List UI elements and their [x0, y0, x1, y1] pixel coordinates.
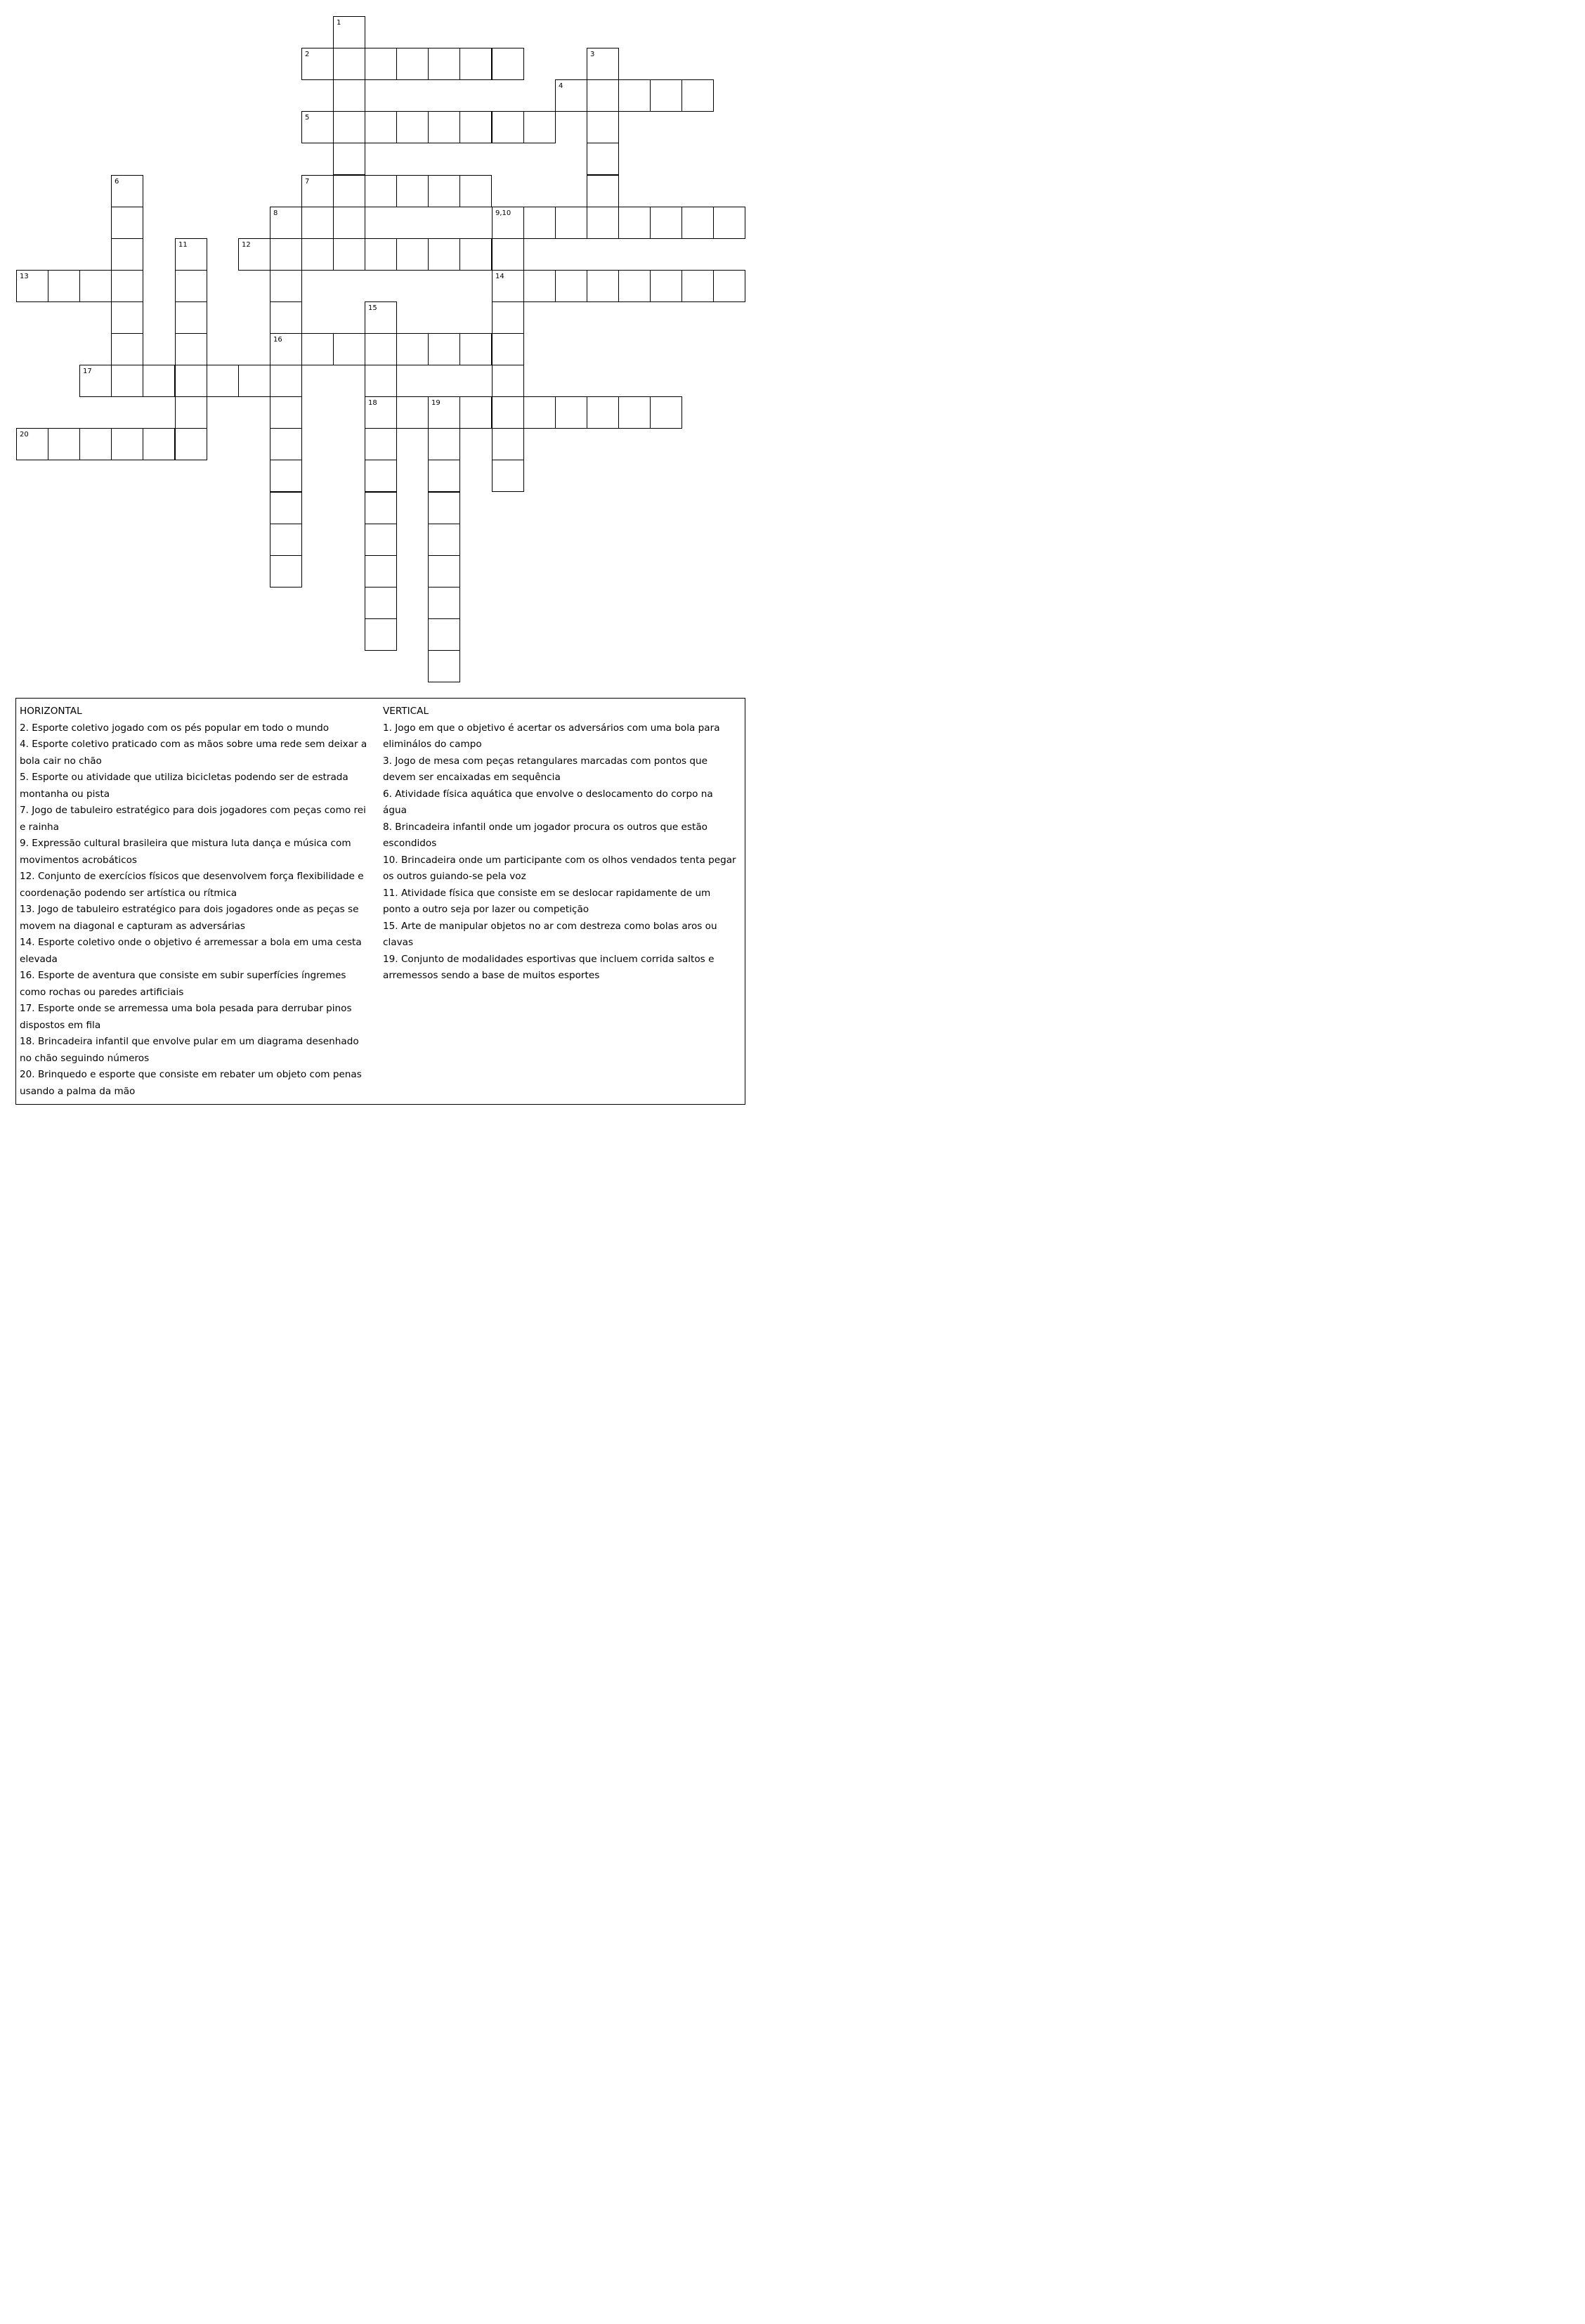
clue-v-8: 8. Brincadeira infantil onde um jogador procura os outros que estão escondidos — [383, 821, 707, 849]
clue-number: 2 — [305, 51, 310, 58]
grid-cell[interactable] — [301, 111, 334, 143]
grid-cell[interactable] — [111, 333, 143, 365]
grid-cell[interactable] — [459, 396, 492, 429]
grid-cell[interactable] — [713, 207, 745, 239]
grid-cell[interactable] — [270, 333, 302, 365]
clue-number: 12 — [242, 241, 251, 249]
grid-cell[interactable] — [270, 460, 302, 492]
clue-number: 8 — [273, 209, 278, 217]
clue-h-17: 17. Esporte onde se arremessa uma bola pesada para derrubar pinos dispostos em fila — [20, 1003, 352, 1031]
clue-number: 14 — [495, 273, 504, 280]
grid-cell[interactable] — [270, 396, 302, 429]
grid-cell[interactable] — [492, 396, 524, 429]
grid-cell[interactable] — [333, 48, 365, 80]
clue-number: 13 — [20, 273, 29, 280]
grid-cell[interactable] — [459, 175, 492, 207]
grid-cell[interactable] — [492, 460, 524, 492]
grid-cell[interactable] — [365, 555, 397, 588]
clue-h-9: 9. Expressão cultural brasileira que mistura luta dança e música com movimentos acrobáticos — [20, 838, 351, 866]
clue-v-1: 1. Jogo em que o objetivo é acertar os adversários com uma bola para eliminálos do campo — [383, 722, 720, 750]
grid-cell[interactable] — [681, 207, 714, 239]
grid-cell[interactable] — [270, 524, 302, 556]
clue-v-19: 19. Conjunto de modalidades esportivas que incluem corrida saltos e arremessos sendo a base de muitos esportes — [383, 953, 715, 981]
grid-cell[interactable] — [428, 460, 460, 492]
clue-number: 9,10 — [495, 209, 511, 217]
grid-cell[interactable] — [270, 301, 302, 334]
clue-number: 16 — [273, 336, 282, 344]
grid-cell[interactable] — [48, 270, 80, 302]
grid-cell[interactable] — [333, 16, 365, 48]
grid-cell[interactable] — [143, 428, 175, 460]
grid-cell[interactable] — [523, 207, 556, 239]
grid-cell[interactable] — [79, 270, 112, 302]
grid-cell[interactable] — [587, 48, 619, 80]
clue-h-7: 7. Jogo de tabuleiro estratégico para dois jogadores com peças como rei e rainha — [20, 805, 366, 833]
grid-cell[interactable] — [459, 111, 492, 143]
grid-cell[interactable] — [650, 207, 682, 239]
grid-cell[interactable] — [270, 555, 302, 588]
clue-number: 20 — [20, 431, 29, 439]
grid-cell[interactable] — [301, 238, 334, 271]
grid-cell[interactable] — [16, 428, 48, 460]
clue-h-16: 16. Esporte de aventura que consiste em subir superfícies íngremes como rochas ou paredes artificiais — [20, 970, 346, 998]
grid-cell[interactable] — [428, 524, 460, 556]
grid-cell[interactable] — [492, 428, 524, 460]
grid-cell[interactable] — [428, 555, 460, 588]
clue-number: 5 — [305, 114, 310, 122]
clue-v-10: 10. Brincadeira onde um participante com os olhos vendados tenta pegar os outros guiando-se pela voz — [383, 854, 736, 882]
grid-cell[interactable] — [396, 48, 429, 80]
grid-cell[interactable] — [365, 301, 397, 334]
grid-cell[interactable] — [587, 207, 619, 239]
grid-cell[interactable] — [333, 111, 365, 143]
grid-cell[interactable] — [459, 333, 492, 365]
grid-cell[interactable] — [681, 270, 714, 302]
grid-cell[interactable] — [587, 270, 619, 302]
grid-cell[interactable] — [459, 238, 492, 271]
clue-v-15: 15. Arte de manipular objetos no ar com destreza como bolas aros ou clavas — [383, 920, 717, 948]
grid-cell[interactable] — [333, 238, 365, 271]
grid-cell[interactable] — [175, 270, 207, 302]
clue-number: 15 — [368, 304, 377, 312]
clue-number: 1 — [337, 19, 341, 27]
grid-cell[interactable] — [175, 301, 207, 334]
grid-cell[interactable] — [365, 618, 397, 651]
grid-cell[interactable] — [587, 396, 619, 429]
grid-cell[interactable] — [459, 48, 492, 80]
grid-cell[interactable] — [365, 48, 397, 80]
grid-cell[interactable] — [492, 301, 524, 334]
grid-cell[interactable] — [270, 207, 302, 239]
grid-cell[interactable] — [365, 396, 397, 429]
grid-cell[interactable] — [396, 175, 429, 207]
grid-cell[interactable] — [270, 428, 302, 460]
grid-cell[interactable] — [301, 175, 334, 207]
grid-cell[interactable] — [365, 428, 397, 460]
clue-number: 6 — [115, 178, 119, 186]
grid-cell[interactable] — [333, 333, 365, 365]
grid-cell[interactable] — [428, 238, 460, 271]
grid-cell[interactable] — [175, 365, 207, 397]
grid-cell[interactable] — [428, 492, 460, 524]
clue-v-3: 3. Jogo de mesa com peças retangulares marcadas com pontos que devem ser encaixadas em sequência — [383, 755, 708, 783]
grid-cell[interactable] — [301, 333, 334, 365]
grid-cell[interactable] — [492, 48, 524, 80]
grid-cell[interactable] — [681, 79, 714, 112]
grid-cell[interactable] — [365, 587, 397, 619]
grid-cell[interactable] — [650, 270, 682, 302]
clue-number: 3 — [590, 51, 595, 58]
grid-cell[interactable] — [396, 238, 429, 271]
grid-cell[interactable] — [587, 143, 619, 175]
grid-cell[interactable] — [111, 301, 143, 334]
clue-h-5: 5. Esporte ou atividade que utiliza bicicletas podendo ser de estrada montanha ou pista — [20, 772, 348, 800]
crossword-grid — [0, 0, 759, 689]
clue-h-13: 13. Jogo de tabuleiro estratégico para dois jogadores onde as peças se movem na diagonal e capturam as adversárias — [20, 904, 359, 932]
grid-cell[interactable] — [523, 270, 556, 302]
grid-cell[interactable] — [365, 460, 397, 492]
grid-cell[interactable] — [111, 428, 143, 460]
horizontal-clues — [20, 703, 371, 1100]
clue-h-2: 2. Esporte coletivo jogado com os pés popular em todo o mundo — [20, 722, 330, 734]
grid-cell[interactable] — [301, 48, 334, 80]
grid-cell[interactable] — [428, 111, 460, 143]
grid-cell[interactable] — [301, 207, 334, 239]
grid-cell[interactable] — [111, 270, 143, 302]
horizontal-heading: HORIZONTAL — [20, 706, 82, 717]
grid-cell[interactable] — [143, 365, 175, 397]
grid-cell[interactable] — [523, 111, 556, 143]
clue-number: 11 — [178, 241, 188, 249]
grid-cell[interactable] — [587, 175, 619, 207]
grid-cell[interactable] — [175, 428, 207, 460]
grid-cell[interactable] — [79, 365, 112, 397]
grid-cell[interactable] — [618, 396, 651, 429]
grid-cell[interactable] — [555, 396, 587, 429]
grid-cell[interactable] — [428, 48, 460, 80]
grid-cell[interactable] — [492, 333, 524, 365]
grid-cell[interactable] — [428, 650, 460, 682]
grid-cell[interactable] — [111, 207, 143, 239]
grid-cell[interactable] — [365, 365, 397, 397]
grid-cell[interactable] — [492, 111, 524, 143]
grid-cell[interactable] — [555, 79, 587, 112]
grid-cell[interactable] — [523, 396, 556, 429]
grid-cell[interactable] — [111, 175, 143, 207]
grid-cell[interactable] — [428, 396, 460, 429]
grid-cell[interactable] — [365, 111, 397, 143]
grid-cell[interactable] — [270, 270, 302, 302]
grid-cell[interactable] — [555, 270, 587, 302]
grid-cell[interactable] — [333, 175, 365, 207]
grid-cell[interactable] — [365, 175, 397, 207]
clue-h-14: 14. Esporte coletivo onde o objetivo é arremessar a bola em uma cesta elevada — [20, 937, 362, 965]
grid-cell[interactable] — [365, 238, 397, 271]
grid-cell[interactable] — [618, 79, 651, 112]
clue-number: 17 — [83, 368, 92, 375]
clue-number: 4 — [559, 82, 563, 90]
grid-cell[interactable] — [587, 111, 619, 143]
grid-cell[interactable] — [48, 428, 80, 460]
clue-number: 18 — [368, 399, 377, 407]
grid-cell[interactable] — [238, 238, 270, 271]
grid-cell[interactable] — [333, 79, 365, 112]
grid-cell[interactable] — [16, 270, 48, 302]
vertical-heading: VERTICAL — [383, 706, 429, 717]
clue-number: 19 — [431, 399, 441, 407]
grid-cell[interactable] — [650, 79, 682, 112]
grid-cell[interactable] — [650, 396, 682, 429]
grid-cell[interactable] — [428, 587, 460, 619]
clue-v-6: 6. Atividade física aquática que envolve o deslocamento do corpo na água — [383, 788, 713, 816]
grid-cell[interactable] — [428, 333, 460, 365]
grid-cell[interactable] — [428, 618, 460, 651]
clue-v-11: 11. Atividade física que consiste em se deslocar rapidamente de um ponto a outro seja por lazer ou competição — [383, 887, 711, 915]
grid-cell[interactable] — [492, 270, 524, 302]
vertical-clues — [383, 703, 738, 985]
grid-cell[interactable] — [111, 238, 143, 271]
grid-cell[interactable] — [111, 365, 143, 397]
grid-cell[interactable] — [492, 207, 524, 239]
grid-cell[interactable] — [207, 365, 239, 397]
grid-cell[interactable] — [365, 524, 397, 556]
grid-cell[interactable] — [713, 270, 745, 302]
grid-cell[interactable] — [238, 365, 270, 397]
clue-number: 7 — [305, 178, 310, 186]
grid-cell[interactable] — [555, 207, 587, 239]
grid-cell[interactable] — [396, 111, 429, 143]
grid-cell[interactable] — [396, 396, 429, 429]
grid-cell[interactable] — [428, 175, 460, 207]
grid-cell[interactable] — [587, 79, 619, 112]
grid-cell[interactable] — [618, 270, 651, 302]
grid-cell[interactable] — [618, 207, 651, 239]
grid-cell[interactable] — [333, 143, 365, 175]
clue-h-20: 20. Brinquedo e esporte que consiste em rebater um objeto com penas usando a palma da mão — [20, 1069, 362, 1097]
grid-cell[interactable] — [396, 333, 429, 365]
grid-cell[interactable] — [365, 492, 397, 524]
grid-cell[interactable] — [365, 333, 397, 365]
grid-cell[interactable] — [175, 333, 207, 365]
grid-cell[interactable] — [79, 428, 112, 460]
clues-box — [15, 698, 745, 1105]
grid-cell[interactable] — [270, 238, 302, 271]
grid-cell[interactable] — [270, 492, 302, 524]
grid-cell[interactable] — [333, 207, 365, 239]
grid-cell[interactable] — [175, 238, 207, 271]
grid-cell[interactable] — [492, 365, 524, 397]
grid-cell[interactable] — [270, 365, 302, 397]
clue-h-18: 18. Brincadeira infantil que envolve pular em um diagrama desenhado no chão seguindo números — [20, 1036, 359, 1064]
grid-cell[interactable] — [428, 428, 460, 460]
grid-cell[interactable] — [175, 396, 207, 429]
grid-cell[interactable] — [492, 238, 524, 271]
clue-h-12: 12. Conjunto de exercícios físicos que desenvolvem força flexibilidade e coordenação podendo ser artística ou rítmica — [20, 871, 364, 899]
clue-h-4: 4. Esporte coletivo praticado com as mãos sobre uma rede sem deixar a bola cair no chão — [20, 739, 367, 767]
